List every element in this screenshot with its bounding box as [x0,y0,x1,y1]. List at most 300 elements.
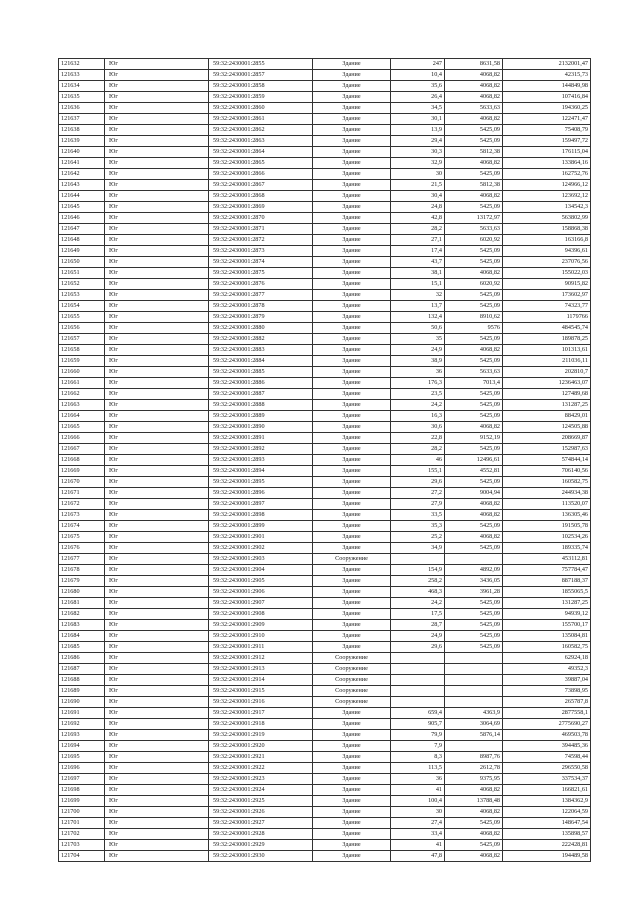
cell-cadastral-value: 131287,25 [503,400,591,411]
table-row [59,191,591,202]
cell-row-number: 121704 [59,851,105,862]
table-row [59,719,591,730]
cell-cadastral-number: 59:32:2430001:2867 [209,180,313,191]
cell-district: Юг [105,521,209,532]
cell-row-number: 121642 [59,169,105,180]
cell-district: Юг [105,279,209,290]
cell-cadastral-number: 59:32:2430001:2857 [209,70,313,81]
cell-cadastral-value: 208669,87 [503,433,591,444]
cell-area: 27,2 [391,488,445,499]
cell-cadastral-number: 59:32:2430001:2859 [209,92,313,103]
cell-area: 36 [391,367,445,378]
cell-unit-value: 5425,09 [445,543,503,554]
table-row [59,543,591,554]
cell-object-type: Здание [313,631,391,642]
cell-row-number: 121679 [59,576,105,587]
cell-object-type: Здание [313,422,391,433]
table-row [59,444,591,455]
cell-row-number: 121648 [59,235,105,246]
cell-district: Юг [105,180,209,191]
cell-cadastral-number: 59:32:2430001:2890 [209,422,313,433]
cell-row-number: 121644 [59,191,105,202]
cell-object-type: Здание [313,576,391,587]
cell-area: 247 [391,59,445,70]
cell-district: Юг [105,235,209,246]
cell-cadastral-value: 1384362,9 [503,796,591,807]
cell-object-type: Здание [313,796,391,807]
cell-object-type: Здание [313,763,391,774]
cell-cadastral-number: 59:32:2430001:2879 [209,312,313,323]
cell-row-number: 121645 [59,202,105,213]
cell-unit-value: 6020,92 [445,235,503,246]
cell-row-number: 121686 [59,653,105,664]
cell-cadastral-value: 131287,25 [503,598,591,609]
cell-cadastral-number: 59:32:2430001:2902 [209,543,313,554]
cell-cadastral-number: 59:32:2430001:2914 [209,675,313,686]
cell-area: 24,2 [391,598,445,609]
table-row [59,378,591,389]
cell-unit-value: 12496,61 [445,455,503,466]
cell-object-type: Здание [313,543,391,554]
table-row [59,851,591,862]
cell-area: 17,5 [391,609,445,620]
cell-unit-value: 5425,09 [445,257,503,268]
table-row [59,235,591,246]
cell-cadastral-value: 42315,73 [503,70,591,81]
cell-area [391,697,445,708]
cell-object-type: Здание [313,719,391,730]
table-row [59,499,591,510]
cell-cadastral-number: 59:32:2430001:2926 [209,807,313,818]
table-row [59,290,591,301]
document-page [58,58,590,862]
cell-unit-value: 4068,82 [445,807,503,818]
cell-unit-value: 5425,09 [445,290,503,301]
cell-cadastral-value: 123692,12 [503,191,591,202]
cell-district: Юг [105,752,209,763]
table-row [59,356,591,367]
cell-district: Юг [105,664,209,675]
cell-district: Юг [105,477,209,488]
cell-unit-value [445,653,503,664]
cell-cadastral-value: 166821,61 [503,785,591,796]
cell-area: 24,9 [391,631,445,642]
cell-object-type: Здание [313,312,391,323]
cell-row-number: 121663 [59,400,105,411]
cell-cadastral-value: 189335,74 [503,543,591,554]
cell-district: Юг [105,609,209,620]
cell-cadastral-value: 101313,61 [503,345,591,356]
cell-unit-value [445,554,503,565]
cell-area: 26,4 [391,92,445,103]
cell-area: 33,4 [391,829,445,840]
cell-cadastral-value: 152987,63 [503,444,591,455]
cell-district: Юг [105,741,209,752]
table-row [59,433,591,444]
cell-district: Юг [105,103,209,114]
cell-cadastral-number: 59:32:2430001:2874 [209,257,313,268]
cell-unit-value: 5425,09 [445,631,503,642]
cell-cadastral-number: 59:32:2430001:2855 [209,59,313,70]
cell-object-type: Сооружение [313,697,391,708]
cell-unit-value: 5425,09 [445,334,503,345]
cell-unit-value: 6020,92 [445,279,503,290]
cell-cadastral-value: 90915,82 [503,279,591,290]
cell-unit-value: 4068,82 [445,345,503,356]
cell-cadastral-value: 122064,59 [503,807,591,818]
cell-cadastral-number: 59:32:2430001:2923 [209,774,313,785]
cell-area: 29,6 [391,477,445,488]
cell-area: 30 [391,807,445,818]
cell-unit-value [445,697,503,708]
cell-unit-value: 5876,14 [445,730,503,741]
cell-district: Юг [105,301,209,312]
cell-cadastral-value: 162752,76 [503,169,591,180]
cell-cadastral-value: 148647,54 [503,818,591,829]
cell-row-number: 121691 [59,708,105,719]
cell-object-type: Здание [313,323,391,334]
cell-unit-value: 5425,09 [445,356,503,367]
cell-cadastral-value: 94396,61 [503,246,591,257]
cell-cadastral-number: 59:32:2430001:2873 [209,246,313,257]
cell-area: 41 [391,785,445,796]
cell-area: 132,4 [391,312,445,323]
cell-area: 27,9 [391,499,445,510]
cell-district: Юг [105,323,209,334]
cell-row-number: 121646 [59,213,105,224]
cell-unit-value: 13788,48 [445,796,503,807]
cell-cadastral-value: 158868,38 [503,224,591,235]
cell-row-number: 121687 [59,664,105,675]
cell-cadastral-number: 59:32:2430001:2866 [209,169,313,180]
cell-district: Юг [105,136,209,147]
cell-area: 32 [391,290,445,301]
cell-cadastral-value: 113520,07 [503,499,591,510]
cell-cadastral-number: 59:32:2430001:2910 [209,631,313,642]
cell-unit-value: 4068,82 [445,70,503,81]
cell-area: 15,1 [391,279,445,290]
cell-district: Юг [105,70,209,81]
cell-cadastral-value: 706140,56 [503,466,591,477]
cell-cadastral-value: 189878,25 [503,334,591,345]
cell-cadastral-value: 102534,26 [503,532,591,543]
cell-cadastral-number: 59:32:2430001:2891 [209,433,313,444]
cell-unit-value: 4363,9 [445,708,503,719]
cell-row-number: 121673 [59,510,105,521]
cell-district: Юг [105,587,209,598]
table-row [59,70,591,81]
cell-area: 13,9 [391,125,445,136]
cell-district: Юг [105,92,209,103]
table-row [59,125,591,136]
cell-cadastral-value: 94939,12 [503,609,591,620]
cell-cadastral-number: 59:32:2430001:2885 [209,367,313,378]
cell-unit-value: 4068,82 [445,81,503,92]
cell-area [391,554,445,565]
cell-object-type: Здание [313,565,391,576]
cell-row-number: 121653 [59,290,105,301]
cell-cadastral-number: 59:32:2430001:2898 [209,510,313,521]
cell-cadastral-value: 2775690,27 [503,719,591,730]
cell-district: Юг [105,169,209,180]
table-row [59,840,591,851]
cell-unit-value: 9004,94 [445,488,503,499]
cell-row-number: 121662 [59,389,105,400]
cell-district: Юг [105,367,209,378]
cell-cadastral-number: 59:32:2430001:2917 [209,708,313,719]
cell-district: Юг [105,763,209,774]
table-row [59,213,591,224]
cell-object-type: Сооружение [313,686,391,697]
cell-district: Юг [105,510,209,521]
cell-district: Юг [105,257,209,268]
cell-row-number: 121656 [59,323,105,334]
cell-area: 42,8 [391,213,445,224]
property-table-body [59,59,591,862]
cell-object-type: Здание [313,235,391,246]
cell-district: Юг [105,785,209,796]
table-row [59,664,591,675]
cell-cadastral-value: 88429,01 [503,411,591,422]
cell-area: 28,2 [391,444,445,455]
cell-cadastral-number: 59:32:2430001:2928 [209,829,313,840]
cell-cadastral-value: 135084,81 [503,631,591,642]
cell-district: Юг [105,697,209,708]
table-row [59,246,591,257]
cell-area: 28,2 [391,224,445,235]
cell-object-type: Здание [313,774,391,785]
cell-unit-value: 3064,69 [445,719,503,730]
cell-row-number: 121667 [59,444,105,455]
table-row [59,81,591,92]
cell-cadastral-number: 59:32:2430001:2895 [209,477,313,488]
table-row [59,554,591,565]
cell-row-number: 121693 [59,730,105,741]
cell-area: 16,3 [391,411,445,422]
cell-district: Юг [105,290,209,301]
table-row [59,323,591,334]
cell-district: Юг [105,840,209,851]
cell-object-type: Здание [313,268,391,279]
cell-area: 47,8 [391,851,445,862]
cell-object-type: Здание [313,708,391,719]
table-row [59,455,591,466]
cell-district: Юг [105,818,209,829]
cell-row-number: 121658 [59,345,105,356]
cell-object-type: Здание [313,642,391,653]
cell-object-type: Сооружение [313,554,391,565]
cell-row-number: 121668 [59,455,105,466]
cell-object-type: Здание [313,477,391,488]
cell-district: Юг [105,125,209,136]
cell-district: Юг [105,268,209,279]
cell-row-number: 121633 [59,70,105,81]
cell-unit-value: 8910,62 [445,312,503,323]
cell-cadastral-number: 59:32:2430001:2860 [209,103,313,114]
cell-cadastral-number: 59:32:2430001:2901 [209,532,313,543]
cell-cadastral-value: 124966,12 [503,180,591,191]
cell-unit-value: 5425,09 [445,246,503,257]
cell-cadastral-value: 75408,79 [503,125,591,136]
cell-cadastral-value: 887188,37 [503,576,591,587]
cell-district: Юг [105,642,209,653]
table-row [59,752,591,763]
property-table [58,58,591,862]
cell-unit-value: 4068,82 [445,92,503,103]
cell-area: 905,7 [391,719,445,730]
cell-area: 100,4 [391,796,445,807]
cell-district: Юг [105,334,209,345]
cell-area: 8,3 [391,752,445,763]
cell-unit-value: 3961,28 [445,587,503,598]
cell-row-number: 121675 [59,532,105,543]
cell-cadastral-value: 135898,57 [503,829,591,840]
cell-district: Юг [105,389,209,400]
cell-row-number: 121684 [59,631,105,642]
cell-cadastral-value: 211036,11 [503,356,591,367]
cell-cadastral-number: 59:32:2430001:2868 [209,191,313,202]
cell-cadastral-number: 59:32:2430001:2892 [209,444,313,455]
cell-area: 113,5 [391,763,445,774]
cell-cadastral-value: 159497,72 [503,136,591,147]
cell-object-type: Здание [313,730,391,741]
cell-object-type: Здание [313,785,391,796]
cell-unit-value: 4552,81 [445,466,503,477]
cell-cadastral-number: 59:32:2430001:2871 [209,224,313,235]
cell-row-number: 121636 [59,103,105,114]
cell-district: Юг [105,719,209,730]
table-row [59,697,591,708]
cell-row-number: 121639 [59,136,105,147]
cell-row-number: 121649 [59,246,105,257]
cell-object-type: Здание [313,114,391,125]
cell-row-number: 121670 [59,477,105,488]
table-row [59,488,591,499]
cell-row-number: 121643 [59,180,105,191]
cell-row-number: 121680 [59,587,105,598]
cell-object-type: Здание [313,807,391,818]
cell-cadastral-number: 59:32:2430001:2858 [209,81,313,92]
cell-unit-value: 5425,09 [445,411,503,422]
cell-object-type: Здание [313,345,391,356]
cell-cadastral-value: 155700,17 [503,620,591,631]
cell-row-number: 121635 [59,92,105,103]
cell-area: 7,9 [391,741,445,752]
cell-unit-value: 4068,82 [445,829,503,840]
cell-district: Юг [105,686,209,697]
cell-cadastral-number: 59:32:2430001:2912 [209,653,313,664]
cell-area: 46 [391,455,445,466]
cell-unit-value: 4068,82 [445,785,503,796]
cell-area: 33,5 [391,510,445,521]
cell-district: Юг [105,202,209,213]
cell-district: Юг [105,576,209,587]
table-row [59,147,591,158]
cell-row-number: 121671 [59,488,105,499]
cell-object-type: Сооружение [313,664,391,675]
cell-cadastral-value: 160582,75 [503,477,591,488]
cell-area [391,653,445,664]
cell-row-number: 121700 [59,807,105,818]
cell-unit-value: 4068,82 [445,158,503,169]
cell-unit-value: 13172,97 [445,213,503,224]
cell-object-type: Здание [313,510,391,521]
cell-cadastral-number: 59:32:2430001:2882 [209,334,313,345]
cell-cadastral-value: 49352,3 [503,664,591,675]
cell-district: Юг [105,213,209,224]
cell-district: Юг [105,59,209,70]
cell-cadastral-number: 59:32:2430001:2921 [209,752,313,763]
cell-cadastral-value: 136305,46 [503,510,591,521]
table-row [59,785,591,796]
cell-object-type: Здание [313,213,391,224]
cell-cadastral-value: 453112,81 [503,554,591,565]
cell-cadastral-number: 59:32:2430001:2897 [209,499,313,510]
table-row [59,169,591,180]
cell-unit-value: 5425,09 [445,818,503,829]
cell-area: 43,7 [391,257,445,268]
cell-cadastral-number: 59:32:2430001:2908 [209,609,313,620]
table-row [59,675,591,686]
cell-area: 28,7 [391,620,445,631]
cell-cadastral-value: 265787,8 [503,697,591,708]
cell-district: Юг [105,499,209,510]
cell-unit-value: 5633,63 [445,224,503,235]
cell-unit-value: 5633,63 [445,103,503,114]
cell-object-type: Здание [313,598,391,609]
table-row [59,202,591,213]
cell-object-type: Здание [313,290,391,301]
cell-object-type: Здание [313,246,391,257]
table-row [59,587,591,598]
cell-row-number: 121685 [59,642,105,653]
cell-cadastral-number: 59:32:2430001:2876 [209,279,313,290]
cell-area: 30,1 [391,114,445,125]
cell-unit-value: 5425,09 [445,202,503,213]
cell-row-number: 121637 [59,114,105,125]
cell-object-type: Сооружение [313,675,391,686]
cell-unit-value: 5812,38 [445,180,503,191]
cell-row-number: 121690 [59,697,105,708]
cell-unit-value: 9375,95 [445,774,503,785]
table-row [59,345,591,356]
cell-cadastral-number: 59:32:2430001:2877 [209,290,313,301]
cell-cadastral-value: 757784,47 [503,565,591,576]
cell-district: Юг [105,851,209,862]
cell-area: 176,3 [391,378,445,389]
cell-cadastral-value: 394485,36 [503,741,591,752]
cell-unit-value: 4068,82 [445,851,503,862]
cell-unit-value: 4068,82 [445,422,503,433]
cell-object-type: Здание [313,180,391,191]
cell-cadastral-value: 127489,68 [503,389,591,400]
cell-district: Юг [105,653,209,664]
cell-district: Юг [105,433,209,444]
cell-district: Юг [105,114,209,125]
cell-cadastral-value: 237076,56 [503,257,591,268]
cell-object-type: Здание [313,136,391,147]
cell-object-type: Здание [313,829,391,840]
table-row [59,565,591,576]
cell-cadastral-number: 59:32:2430001:2904 [209,565,313,576]
cell-unit-value: 5425,09 [445,609,503,620]
cell-cadastral-value: 2877558,1 [503,708,591,719]
cell-unit-value: 5633,63 [445,367,503,378]
cell-row-number: 121677 [59,554,105,565]
cell-area: 13,7 [391,301,445,312]
cell-area: 30,3 [391,147,445,158]
cell-cadastral-number: 59:32:2430001:2909 [209,620,313,631]
